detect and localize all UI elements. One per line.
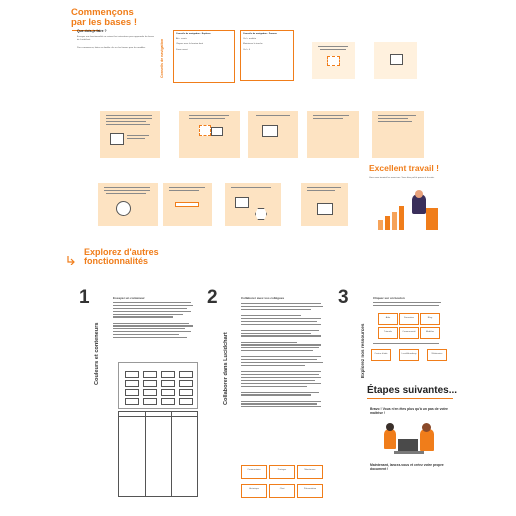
exercise-card-5[interactable]: [248, 111, 298, 158]
section-title-basics: [71, 8, 137, 28]
collab-box-6-label: Présentation: [303, 488, 317, 490]
collab-box-2[interactable]: [269, 465, 295, 479]
resource-button-2[interactable]: [399, 313, 419, 325]
section2-title-line2: fonctionnalités: [84, 256, 149, 267]
tip-card2-line1: Ctrl + molette: [243, 37, 257, 40]
section-title-line2: par les bases !: [71, 16, 138, 28]
step-3-text: [373, 302, 443, 308]
step-1-grid: [118, 362, 198, 409]
celebration-illustration: [372, 190, 440, 230]
intro-panel: [77, 29, 157, 84]
collab-box-6[interactable]: [297, 484, 323, 498]
step-2-heading: Collaborer avec vos collègues: [241, 296, 285, 300]
intro-text: Essayez une fonctionnalité en suivant les instructions pour apprendre les bases de Lucidchart.: [77, 36, 155, 41]
section-title-line1: Commençons: [71, 7, 134, 18]
resource-button-9[interactable]: [427, 349, 447, 361]
step-1-label: Couleurs et conteneurs: [94, 322, 100, 385]
exercise-card-9[interactable]: [163, 183, 212, 226]
tip-card-zoom: [240, 30, 294, 81]
container-shape[interactable]: [118, 411, 198, 497]
step-2-text: [241, 303, 323, 409]
resource-button-1[interactable]: [378, 313, 398, 325]
resource-button-4[interactable]: [378, 327, 398, 339]
collab-box-1[interactable]: [241, 465, 267, 479]
people-illustration: [380, 423, 444, 457]
exercise-card-6[interactable]: [307, 111, 359, 158]
resource-button-5-label: Communauté: [402, 331, 416, 333]
circle-shape: [116, 201, 131, 216]
resource-button-7[interactable]: [371, 349, 391, 361]
hexagon-shape: [255, 208, 267, 220]
tip-card1-line3: Zoom avant: [176, 48, 188, 51]
collab-box-4[interactable]: [241, 484, 267, 498]
step-1-number: 1: [79, 287, 90, 308]
exercise-card-7[interactable]: [372, 111, 424, 158]
excellent-text: Vous avez terminé les exercices. Vous êtes prêt à passer à la suite.: [369, 177, 435, 179]
resource-button-4-label: Tutoriels: [383, 331, 393, 333]
collab-box-1-label: Commentaire: [247, 469, 261, 471]
exercise-card-11[interactable]: [301, 183, 348, 226]
exercise-card-4[interactable]: [179, 111, 240, 158]
collab-box-5-label: Chat: [279, 488, 285, 490]
tip-card1-line2: Cliquez avec le bouton droit: [176, 43, 203, 46]
resource-button-5[interactable]: [399, 327, 419, 339]
collab-box-2-label: Partager: [277, 469, 287, 471]
resource-button-3-label: Blog: [427, 317, 433, 319]
exercise-card-10[interactable]: [225, 183, 281, 226]
step-2-label: Collaborer dans Lucidchart: [223, 332, 229, 405]
resource-button-7-label: Centre d'aide: [374, 353, 388, 355]
resource-button-1-label: Aide: [385, 317, 391, 319]
tip-card1-title: Conseils de navigation : Explorer: [176, 33, 211, 35]
tip-card2-line2: Maintenez la touche: [243, 43, 263, 46]
intro-text-2: Pour commencer, faites un double clic sur les formes pour les modifier.: [77, 46, 146, 49]
next-steps-cta: Maintenant, lancez-vous et créez votre propre document !: [370, 463, 444, 472]
step-3-heading: Cliquez sur un bouton: [373, 296, 405, 300]
exercise-card-2[interactable]: [374, 42, 417, 79]
collab-box-4-label: Historique: [249, 488, 259, 490]
step-1-heading: Essayez un conteneur: [113, 296, 145, 300]
section-title-explore: [84, 248, 159, 267]
exercise-card-3[interactable]: [100, 111, 160, 158]
step-3-label: Explorez nos ressources: [360, 323, 365, 378]
step-3-number: 3: [338, 287, 349, 308]
resource-button-6-label: Modèles: [425, 331, 435, 333]
intro-heading: Que dois-je faire ?: [77, 29, 107, 33]
resource-button-3[interactable]: [420, 313, 440, 325]
exercise-card-8[interactable]: [98, 183, 158, 226]
section2-title-line1: Explorez d'autres: [84, 247, 159, 257]
next-steps-title: Étapes suivantes...: [367, 385, 458, 396]
resource-button-8[interactable]: [399, 349, 419, 361]
slider-shape: [175, 202, 199, 207]
tip-card-explore: [173, 30, 235, 83]
exercise-card-1[interactable]: [312, 42, 355, 79]
tip-card2-title: Conseils de navigation : Zoomer: [243, 33, 277, 35]
step-2-number: 2: [207, 287, 218, 308]
resource-button-2-label: Formation: [404, 317, 414, 319]
tip-card2-line3: Ctrl + 0: [243, 48, 251, 51]
nav-tips-label: Conseils de navigation: [160, 38, 164, 78]
collab-box-3[interactable]: [297, 465, 323, 479]
next-steps-subtitle: Bravo ! Vous n'en êtes plus qu'à un pas de votre maîtrise !: [370, 407, 448, 416]
next-steps-underline: [367, 398, 453, 399]
resource-button-9-label: Webinaires: [431, 353, 443, 355]
resource-button-6[interactable]: [420, 327, 440, 339]
excellent-title: Excellent travail !: [369, 163, 439, 173]
collab-box-3-label: Mentionner: [304, 469, 316, 471]
tip-card1-line1: Alt + souris: [176, 37, 187, 40]
resource-button-8-label: Lucid Academy: [401, 353, 417, 355]
collab-box-5[interactable]: [269, 484, 295, 498]
step-1-text: [113, 302, 193, 340]
arrow-down-icon: [66, 252, 76, 262]
